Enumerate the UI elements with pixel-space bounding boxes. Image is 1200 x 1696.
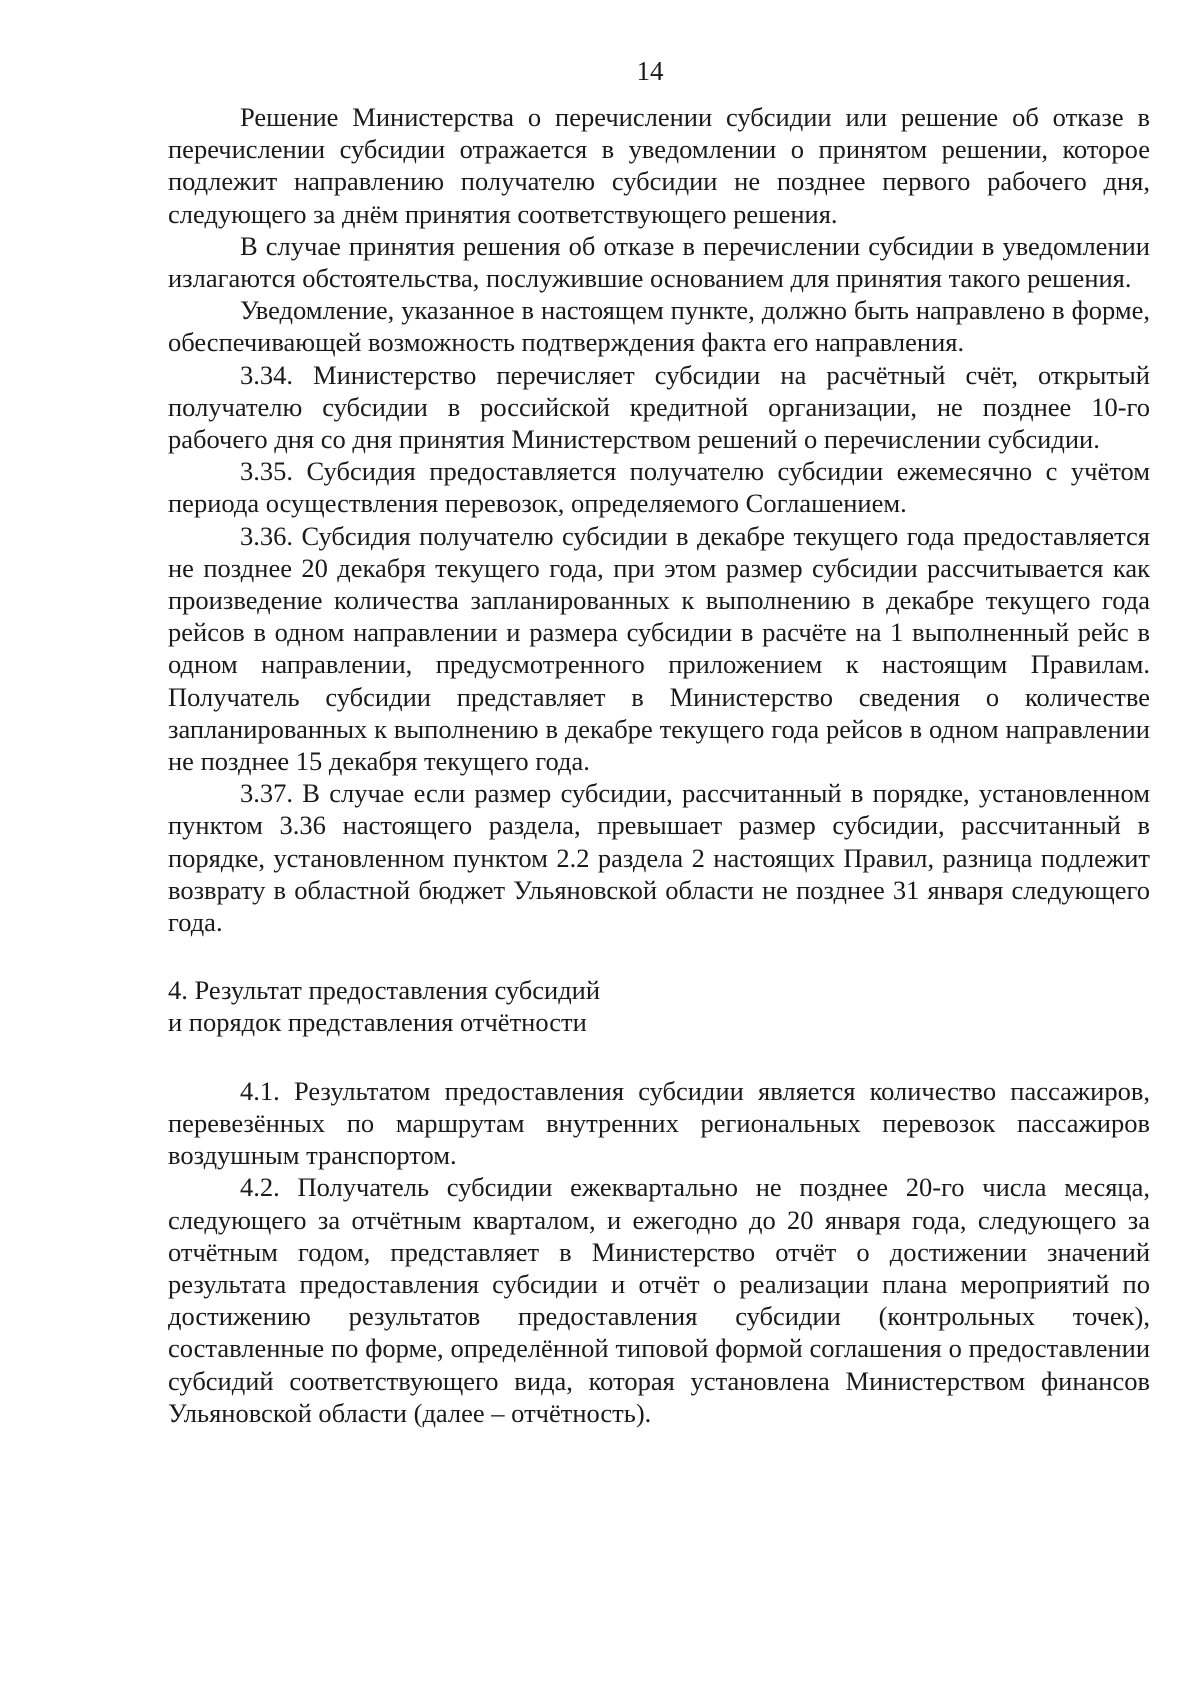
paragraph-3-35: 3.35. Субсидия предоставляется получателю субсидии ежемесячно с учётом периода осуществления перевозок, определяемого Соглашением. — [168, 456, 1150, 519]
paragraph-refusal-circumstances: В случае принятия решения об отказе в перечислении субсидии в уведомлении излагаются обстоятельства, послужившие основанием для принятия такого решения. — [168, 230, 1150, 294]
paragraph-4-1: 4.1. Результатом предоставления субсидии является количество пассажиров, перевезённых по маршрутам внутренних региональных перевозок пассажиров воздушным транспортом. — [168, 1075, 1150, 1171]
paragraph-4-2: 4.2. Получатель субсидии ежеквартально не позднее 20-го числа месяца, следующего за отчётным кварталом, и ежегодно до 20 января года, следующего за отчётным годом, представляет в Министерство отчёт о достижении значений результата предоставления субсидии и отчёт о реализации плана мероприятий по достижению результатов предоставления субсидии (контрольных точек), составленные по форме, определённой типовой формой соглашения о предоставлении субсидий соответствующего вида, которая установлена Министерством финансов Ульяновской области (далее – отчётность). — [168, 1172, 1150, 1428]
paragraph-3-36: 3.36. Субсидия получателю субсидии в декабре текущего года предоставляется не позднее 20 декабря текущего года, при этом размер субсидии рассчитывается как произведение количества запланированных к выполнению в декабре текущего года рейсов в одном направлении и размера субсидии в расчёте на 1 выполненный рейс в одном направлении, предусмотренного приложением к настоящим Правилам. Получатель субсидии представляет в Министерство сведения о количестве запланированных к выполнению в декабре текущего года рейсов в одном направлении не позднее 15 декабря текущего года. — [168, 520, 1150, 777]
paragraph-3-37: 3.37. В случае если размер субсидии, рассчитанный в порядке, установленном пунктом 3.36 настоящего раздела, превышает размер субсидии, рассчитанный в порядке, установленном пунктом 2.2 раздела 2 настоящих Правил, разница подлежит возврату в областной бюджет Ульяновской области не позднее 31 января следующего года. — [168, 778, 1150, 938]
paragraph-notice-form: Уведомление, указанное в настоящем пункте, должно быть направлено в форме, обеспечивающей возможность подтверждения факта его направления. — [168, 295, 1150, 358]
document-body — [168, 101, 1150, 1429]
section-heading — [168, 938, 1150, 1074]
section-heading-line-2: и порядок представления отчётности — [168, 1007, 587, 1038]
section-heading-line-1: 4. Результат предоставления субсидий — [168, 975, 601, 1006]
paragraph-decision-notice: Решение Министерства о перечислении субсидии или решение об отказе в перечислении субсидии отражается в уведомлении о принятом решении, которое подлежит направлению получателю субсидии не позднее первого рабочего дня, следующего за днём принятия соответствующего решения. — [168, 102, 1150, 229]
page-number: 14 — [636, 56, 664, 86]
paragraph-3-34: 3.34. Министерство перечисляет субсидии на расчётный счёт, открытый получателю субсидии в российской кредитной организации, не позднее 10-го рабочего дня со дня принятия Министерством решений о перечислении субсидии. — [168, 359, 1150, 455]
